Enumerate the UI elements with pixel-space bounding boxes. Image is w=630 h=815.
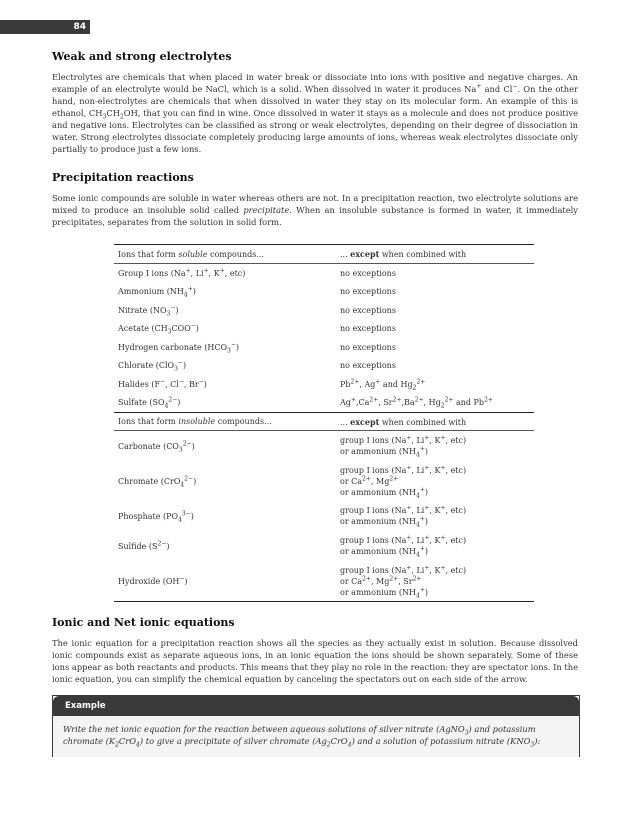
header-insoluble-ions: Ions that form insoluble compounds... — [114, 413, 336, 431]
solubility-table — [114, 244, 534, 602]
page-number: 84 — [73, 22, 86, 32]
table-row: Halides (F−, Cl−, Br−) $Pb^{2+}$, Ag+ and $Hg_2^{2+}$ — [118, 378, 426, 392]
table-row: Hydrogen carbonate $(HCO_3^-)$ no exceptions — [118, 341, 396, 355]
header-soluble-ions: Ions that form soluble compounds... — [114, 245, 336, 264]
table-header-soluble — [114, 245, 534, 264]
section-title-ionic: Ionic and Net ionic equations — [52, 616, 235, 629]
electrolytes-paragraph: Electrolytes are chemicals that when placed in water break or dissociate into ions with positive and negative charges. An example of an electrolyte would be NaCl, which is a solid. When dissolved in water it produces Na+ and Cl−. On the other hand, non-electrolytes are chemicals that when dissolved in water they stay on its molecular form. An example of this is ethanol, $CH_3CH_2OH$, that you can find in wine. Once dissolved in water it stays as a molecule and does not produce positive and negative ions. Electrolytes can be classified as strong or weak electrolytes, depending on their degree of dissociation in water. Strong electrolytes dissociate completely producing large amounts of ions, whereas weak electrolytes dissociate only partially to produce just a few ions. — [52, 72, 578, 154]
header-except-2: ... except when combined with — [336, 413, 534, 431]
ionic-paragraph: The ionic equation for a precipitation reaction shows all the species as they actually exist in solution. Because dissolved ionic compounds exist as separate aqueous ions, in an ionic equation the ions should be shown separately. Some of these ions appear as both reactants and products. This means that they play no role in the reaction: they are spectator ions. In the ionic equation, you can simplify the chemical equation by canceling the spectators out on each side of the arrow. — [52, 638, 578, 684]
table-row: Chromate (CrO$_4^{2-}$) group I ions (Na+, Li+, K+, etc) or $Ca^{2+}$, $Mg^{2+}$ or ammonium $(NH_4^+)$ — [118, 463, 467, 500]
table-row: Nitrate $(NO_3^-)$ no exceptions — [118, 304, 396, 318]
example-label: Example — [53, 696, 579, 716]
table-row: Ammonium $(NH_4^+)$ no exceptions — [118, 285, 396, 299]
table-row: Chlorate (ClO$_3$−) no exceptions — [118, 359, 396, 373]
table-row: Sulfide $(S^{2-})$ group I ions (Na+, Li+, K+, etc) or ammonium $(NH_4^+)$ — [118, 534, 467, 559]
header-except: ... except when combined with — [336, 245, 534, 264]
page-content — [52, 50, 578, 757]
table-row: Sulfate $(SO_4^{2-})$ $Ag^+,Ca^{2+}$, $Sr^{2+},Ba^{2+}$, $Hg_2^{2+}$ and $Pb^{2+}$ — [118, 396, 493, 410]
table-row: Group I ions (Na+, Li+, K+, etc) no exceptions — [118, 267, 396, 278]
section-title-electrolytes: Weak and strong electrolytes — [52, 50, 232, 63]
precipitation-paragraph: Some ionic compounds are soluble in water whereas others are not. In a precipitation reaction, two electrolyte solutions are mixed to produce an insoluble solid called precipitate. When an insoluble substance is formed in water, it immediately precipitates, separates from the solution in solid form. — [52, 193, 578, 227]
section-title-precipitation: Precipitation reactions — [52, 171, 194, 184]
table-header-insoluble — [114, 413, 534, 431]
table-row: Carbonate $(CO_3^{2-})$ group I ions (Na+, Li+, K+, etc) or ammonium $(NH_4^+)$ — [118, 434, 467, 459]
table-row: Phosphate $(PO_4^{3-})$ group I ions (Na+, Li+, K+, etc) or ammonium $(NH_4^+)$ — [118, 504, 467, 529]
example-prompt: Write the net ionic equation for the reaction between aqueous solutions of silver nitrate (AgNO$_3$) and potassium chromate $(K_2CrO_4)$ to give a precipitate of silver chromate $(Ag_2CrO_4)$ and a solution of potassium nitrate $(KNO_3)$: — [53, 716, 579, 757]
table-row: Acetate $(CH_3COO^-)$ no exceptions — [118, 322, 396, 336]
example-box — [52, 695, 580, 757]
table-row: Hydroxide (OH−) group I ions (Na+, Li+, K+, etc) or $Ca^{2+}$, $Mg^{2+}$, $Sr^{2+}$ or ammonium $(NH_4^+)$ — [114, 561, 534, 602]
